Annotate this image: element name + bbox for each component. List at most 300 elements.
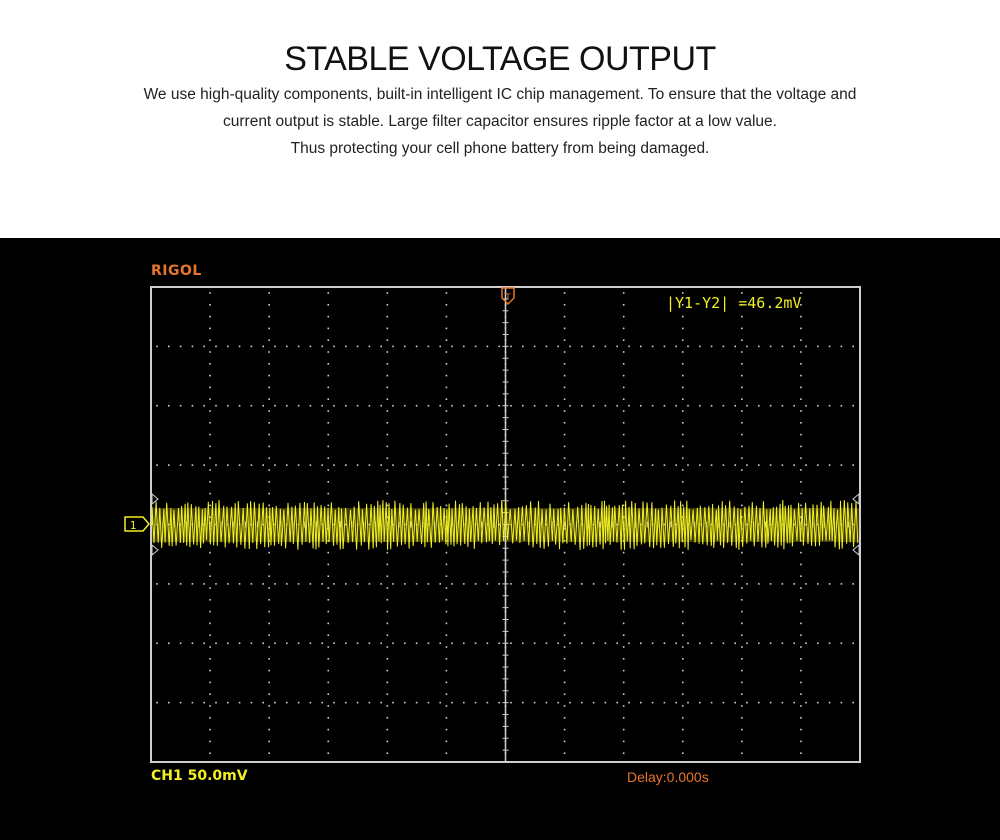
grid-dot [593,405,595,407]
grid-dot [734,642,736,644]
grid-dot [817,642,819,644]
grid-dot [209,693,211,695]
grid-dot [564,316,566,318]
grid-dot [387,351,389,353]
grid-dot [251,642,253,644]
grid-dot [675,642,677,644]
grid-dot [487,405,489,407]
grid-dot [387,363,389,365]
grid-dot [203,642,205,644]
grid-dot [623,493,625,495]
grid-dot [741,481,743,483]
grid-dot [446,457,448,459]
grid-dot [387,682,389,684]
grid-dot [446,634,448,636]
grid-dot [711,405,713,407]
grid-dot [682,398,684,400]
grid-dot [327,493,329,495]
grid-dot [800,717,802,719]
grid-dot [623,446,625,448]
grid-dot [274,642,276,644]
grid-dot [557,405,559,407]
grid-dot [392,464,394,466]
grid-dot [387,634,389,636]
grid-dot [192,583,194,585]
grid-dot [239,464,241,466]
grid-dot [682,351,684,353]
grid-dot [251,702,253,704]
grid-dot [327,705,329,707]
grid-dot [623,599,625,601]
grid-dot [463,346,465,348]
grid-dot [387,481,389,483]
grid-dot [652,583,654,585]
grid-dot [387,729,389,731]
grid-dot [327,339,329,341]
grid-dot [333,346,335,348]
grid-dot [741,457,743,459]
grid-dot [209,599,211,601]
grid-dot [687,642,689,644]
grid-dot [387,611,389,613]
grid-dot [192,702,194,704]
grid-dot [564,493,566,495]
grid-dot [156,583,158,585]
grid-dot [741,422,743,424]
grid-dot [628,346,630,348]
grid-dot [404,642,406,644]
grid-dot [268,752,270,754]
grid-dot [327,363,329,365]
grid-dot [327,623,329,625]
grid-dot [664,346,666,348]
grid-dot [852,405,854,407]
grid-dot [209,493,211,495]
grid-dot [475,642,477,644]
grid-dot [564,351,566,353]
grid-dot [392,702,394,704]
grid-dot [687,702,689,704]
grid-dot [327,351,329,353]
grid-dot [682,634,684,636]
grid-dot [209,481,211,483]
grid-dot [387,316,389,318]
grid-dot [711,642,713,644]
grid-dot [446,363,448,365]
grid-dot [564,434,566,436]
grid-dot [682,693,684,695]
grid-dot [209,292,211,294]
channel-scale: CH1 50.0mV [151,768,248,784]
grid-dot [569,346,571,348]
grid-dot [605,346,607,348]
grid-dot [310,583,312,585]
grid-dot [675,702,677,704]
grid-dot [741,469,743,471]
grid-dot [682,752,684,754]
grid-dot [682,363,684,365]
grid-dot [623,316,625,318]
grid-dot [268,339,270,341]
grid-dot [510,583,512,585]
grid-dot [446,705,448,707]
grid-dot [321,464,323,466]
grid-dot [741,752,743,754]
grid-dot [623,682,625,684]
grid-dot [699,642,701,644]
grid-dot [534,642,536,644]
grid-dot [741,670,743,672]
grid-dot [682,670,684,672]
grid-dot [793,405,795,407]
grid-dot [800,693,802,695]
grid-dot [156,346,158,348]
grid-dot [446,717,448,719]
grid-dot [682,493,684,495]
grid-dot [446,351,448,353]
grid-dot [387,469,389,471]
grid-dot [623,469,625,471]
grid-dot [623,434,625,436]
grid-dot [616,583,618,585]
grid-dot [741,375,743,377]
grid-dot [327,752,329,754]
grid-dot [564,599,566,601]
description [0,81,1000,162]
grid-dot [758,346,760,348]
grid-dot [209,717,211,719]
header-section [0,0,1000,238]
grid-dot [268,505,270,507]
grid-dot [387,587,389,589]
grid-dot [446,599,448,601]
grid-dot [498,583,500,585]
grid-dot [387,375,389,377]
description-line-2: current output is stable. Large filter capacitor ensures ripple factor at a low value. [223,113,777,130]
grid-dot [741,564,743,566]
grid-dot [192,346,194,348]
grid-dot [215,464,217,466]
grid-dot [711,464,713,466]
grid-dot [623,729,625,731]
grid-dot [623,339,625,341]
grid-dot [569,642,571,644]
grid-dot [268,316,270,318]
grid-dot [215,583,217,585]
grid-dot [227,405,229,407]
grid-dot [357,346,359,348]
grid-dot [800,446,802,448]
grid-dot [687,464,689,466]
grid-dot [475,405,477,407]
grid-dot [829,346,831,348]
grid-dot [357,464,359,466]
grid-dot [623,670,625,672]
grid-dot [404,702,406,704]
grid-dot [746,464,748,466]
grid-dot [209,387,211,389]
grid-dot [380,583,382,585]
grid-dot [345,642,347,644]
grid-dot [741,410,743,412]
grid-dot [387,658,389,660]
grid-dot [800,670,802,672]
grid-dot [180,346,182,348]
grid-dot [746,405,748,407]
grid-dot [682,457,684,459]
grid-dot [327,634,329,636]
grid-dot [380,405,382,407]
grid-dot [446,481,448,483]
grid-dot [404,583,406,585]
grid-dot [268,481,270,483]
grid-dot [168,405,170,407]
grid-dot [623,292,625,294]
grid-dot [841,346,843,348]
grid-dot [215,346,217,348]
grid-dot [439,405,441,407]
grid-dot [268,493,270,495]
grid-dot [298,642,300,644]
grid-dot [286,464,288,466]
grid-dot [333,464,335,466]
grid-dot [652,642,654,644]
grid-dot [741,682,743,684]
grid-dot [369,405,371,407]
grid-dot [310,702,312,704]
grid-dot [451,464,453,466]
grid-dot [800,493,802,495]
grid-dot [546,642,548,644]
grid-dot [800,752,802,754]
grid-dot [268,469,270,471]
grid-dot [446,410,448,412]
grid-dot [682,705,684,707]
grid-dot [209,741,211,743]
grid-dot [439,346,441,348]
grid-dot [800,623,802,625]
grid-dot [268,422,270,424]
grid-dot [800,611,802,613]
grid-dot [510,346,512,348]
grid-dot [215,642,217,644]
grid-dot [192,642,194,644]
grid-dot [298,702,300,704]
grid-dot [268,705,270,707]
grid-dot [800,339,802,341]
grid-dot [741,575,743,577]
grid-dot [327,693,329,695]
grid-dot [800,564,802,566]
grid-dot [852,583,854,585]
grid-dot [180,405,182,407]
grid-dot [699,346,701,348]
grid-dot [446,611,448,613]
grid-dot [203,405,205,407]
grid-dot [758,642,760,644]
grid-dot [711,702,713,704]
grid-dot [628,583,630,585]
brand-logo: RIGOL [151,263,202,279]
grid-dot [327,564,329,566]
grid-dot [387,410,389,412]
grid-dot [209,505,211,507]
grid-dot [345,583,347,585]
grid-dot [628,642,630,644]
grid-dot [616,702,618,704]
grid-dot [557,346,559,348]
grid-dot [357,583,359,585]
grid-dot [682,446,684,448]
grid-dot [387,328,389,330]
grid-dot [209,398,211,400]
grid-dot [741,646,743,648]
grid-dot [392,346,394,348]
grid-dot [569,583,571,585]
grid-dot [404,346,406,348]
grid-dot [268,587,270,589]
grid-dot [203,346,205,348]
grid-dot [770,642,772,644]
grid-dot [593,702,595,704]
grid-dot [327,658,329,660]
grid-dot [446,387,448,389]
grid-dot [664,642,666,644]
grid-dot [268,564,270,566]
grid-dot [428,346,430,348]
grid-dot [682,505,684,507]
grid-dot [793,346,795,348]
grid-dot [498,346,500,348]
grid-dot [800,398,802,400]
grid-dot [800,741,802,743]
grid-dot [209,752,211,754]
grid-dot [569,405,571,407]
grid-dot [239,642,241,644]
grid-dot [682,481,684,483]
grid-dot [682,316,684,318]
grid-dot [758,583,760,585]
grid-dot [605,405,607,407]
grid-dot [623,634,625,636]
grid-dot [327,410,329,412]
grid-dot [387,493,389,495]
grid-dot [310,346,312,348]
grid-dot [227,702,229,704]
grid-dot [623,611,625,613]
grid-dot [805,642,807,644]
grid-dot [564,398,566,400]
grid-dot [623,387,625,389]
grid-dot [734,702,736,704]
grid-dot [268,552,270,554]
grid-dot [564,729,566,731]
grid-dot [770,583,772,585]
grid-dot [623,457,625,459]
grid-dot [268,375,270,377]
grid-dot [387,398,389,400]
grid-dot [682,587,684,589]
grid-dot [534,583,536,585]
grid-dot [852,642,854,644]
grid-dot [852,702,854,704]
grid-dot [268,623,270,625]
grid-dot [723,405,725,407]
grid-dot [268,729,270,731]
grid-dot [741,398,743,400]
grid-dot [209,457,211,459]
grid-dot [168,642,170,644]
grid-dot [298,405,300,407]
grid-dot [498,405,500,407]
grid-dot [581,642,583,644]
grid-dot [805,464,807,466]
grid-dot [387,446,389,448]
grid-dot [446,587,448,589]
grid-dot [664,583,666,585]
grid-dot [623,658,625,660]
grid-dot [446,339,448,341]
grid-dot [564,304,566,306]
grid-dot [522,464,524,466]
grid-dot [623,623,625,625]
grid-dot [741,387,743,389]
grid-dot [522,346,524,348]
channel-1-marker [125,517,149,532]
grid-dot [741,363,743,365]
grid-dot [557,583,559,585]
grid-dot [741,587,743,589]
grid-dot [800,599,802,601]
grid-dot [800,422,802,424]
grid-dot [682,552,684,554]
grid-dot [640,405,642,407]
grid-dot [439,583,441,585]
grid-dot [209,363,211,365]
grid-dot [741,505,743,507]
grid-dot [510,464,512,466]
grid-dot [333,642,335,644]
grid-dot [380,464,382,466]
grid-dot [387,339,389,341]
grid-dot [262,405,264,407]
grid-dot [623,422,625,424]
grid-dot [623,505,625,507]
grid-dot [741,741,743,743]
grid-dot [180,642,182,644]
grid-dot [327,481,329,483]
grid-dot [782,702,784,704]
grid-dot [546,346,548,348]
grid-dot [817,702,819,704]
grid-dot [327,469,329,471]
grid-dot [327,292,329,294]
grid-dot [557,702,559,704]
grid-dot [723,464,725,466]
grid-dot [192,464,194,466]
grid-dot [640,583,642,585]
description-line-3: Thus protecting your cell phone battery from being damaged. [290,140,710,157]
grid-dot [498,702,500,704]
grid-dot [699,464,701,466]
grid-dot [664,464,666,466]
grid-dot [428,583,430,585]
grid-dot [446,493,448,495]
grid-dot [652,464,654,466]
grid-dot [623,705,625,707]
grid-dot [215,702,217,704]
grid-dot [564,339,566,341]
